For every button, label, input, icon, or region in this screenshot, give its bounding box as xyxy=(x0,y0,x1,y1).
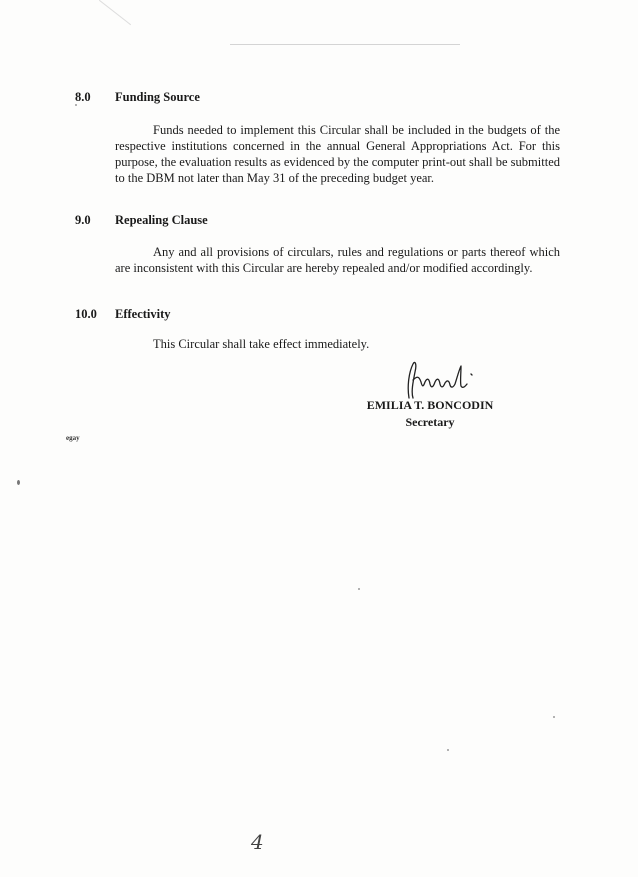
scan-line-top xyxy=(230,44,460,45)
section-heading-effectivity xyxy=(75,307,375,323)
scan-line-corner xyxy=(99,0,131,25)
scan-speck xyxy=(17,480,20,485)
typist-initials: egay xyxy=(66,434,80,442)
signatory-name: EMILIA T. BONCODIN xyxy=(366,398,494,412)
section-number: 8.0 xyxy=(75,90,91,104)
section-title: Funding Source xyxy=(115,90,200,104)
section-body-repealing-clause: Any and all provisions of circulars, rules and regulations or parts thereof which are inconsistent with this Circular are hereby repealed and/or modified accordingly. xyxy=(115,245,560,275)
section-title: Effectivity xyxy=(115,307,171,321)
section-body-effectivity: This Circular shall take effect immediately. xyxy=(153,337,370,351)
page-number: 4 xyxy=(251,830,264,854)
scan-speck xyxy=(553,716,555,718)
scan-speck xyxy=(358,588,360,590)
section-number: 9.0 xyxy=(75,213,91,227)
section-body-funding-source: Funds needed to implement this Circular shall be included in the budgets of the respective institutions concerned in the annual General Appropriations Act. For this purpose, the evaluation results as evidenced by the computer print-out shall be submitted to the DBM not later than May 31 of the preceding budget year. xyxy=(115,123,560,185)
section-heading-repealing-clause xyxy=(75,213,375,229)
signatory-position: Secretary xyxy=(405,415,455,429)
section-title: Repealing Clause xyxy=(115,213,208,227)
scan-speck xyxy=(447,749,449,751)
section-heading-funding-source xyxy=(75,90,375,106)
section-number: 10.0 xyxy=(75,307,97,321)
